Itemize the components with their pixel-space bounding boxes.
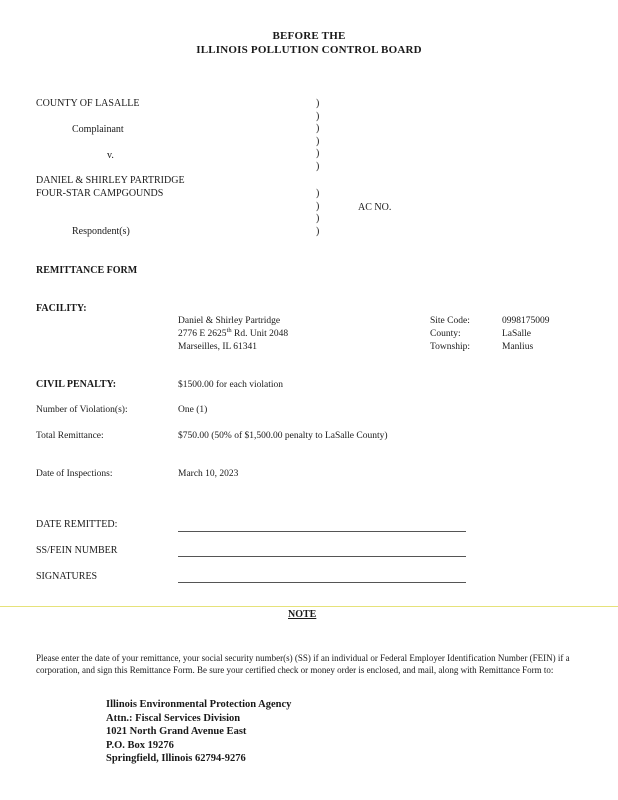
respondent-name-line1: DANIEL & SHIRLEY PARTRIDGE bbox=[36, 175, 185, 186]
paren-mark: ) bbox=[316, 188, 320, 199]
total-remittance-value: $750.00 (50% of $1,500.00 penalty to LaSalle County) bbox=[178, 431, 388, 441]
paren-mark: ) bbox=[316, 225, 320, 237]
inspection-date-label: Date of Inspections: bbox=[36, 469, 113, 479]
ssfein-input-line[interactable] bbox=[178, 556, 466, 557]
header-line-1: BEFORE THE bbox=[272, 30, 346, 42]
paren-mark: ) bbox=[316, 98, 320, 109]
note-title: NOTE bbox=[288, 609, 317, 620]
form-title: REMITTANCE FORM bbox=[36, 265, 138, 276]
mailing-address bbox=[106, 698, 291, 766]
civil-penalty-value: $1500.00 for each violation bbox=[178, 380, 284, 390]
address-line: Springfield, Illinois 62794-9276 bbox=[106, 753, 246, 764]
facility-address-superscript: th bbox=[226, 326, 232, 334]
date-remitted-label: DATE REMITTED: bbox=[36, 519, 118, 530]
violations-label: Number of Violation(s): bbox=[36, 405, 128, 415]
caption-paren-column-bottom bbox=[316, 188, 319, 238]
paren-mark: ) bbox=[316, 110, 320, 122]
violations-value: One (1) bbox=[178, 405, 208, 415]
header-line-2: ILLINOIS POLLUTION CONTROL BOARD bbox=[196, 44, 422, 56]
signatures-label: SIGNATURES bbox=[36, 571, 98, 582]
paren-mark: ) bbox=[316, 160, 320, 172]
date-remitted-input-line[interactable] bbox=[178, 531, 466, 532]
facility-label: FACILITY: bbox=[36, 303, 87, 314]
respondent-role: Respondent(s) bbox=[72, 226, 130, 237]
facility-city: Marseilles, IL 61341 bbox=[178, 342, 258, 352]
section-divider bbox=[0, 606, 618, 607]
complainant-name: COUNTY OF LASALLE bbox=[36, 98, 140, 109]
signatures-input-line[interactable] bbox=[178, 582, 466, 583]
paren-mark: ) bbox=[316, 213, 320, 225]
paren-mark: ) bbox=[316, 200, 320, 212]
facility-address bbox=[178, 326, 289, 339]
ssfein-label: SS/FEIN NUMBER bbox=[36, 545, 118, 556]
civil-penalty-label: CIVIL PENALTY: bbox=[36, 379, 117, 390]
facility-address-road: Rd. Unit 2048 bbox=[231, 329, 289, 339]
address-line: Attn.: Fiscal Services Division bbox=[106, 712, 241, 724]
township-value: Manlius bbox=[502, 342, 534, 352]
inspection-date-value: March 10, 2023 bbox=[178, 469, 239, 479]
paren-mark: ) bbox=[316, 148, 320, 160]
total-remittance-label: Total Remittance: bbox=[36, 431, 104, 441]
caption-paren-column-top bbox=[316, 98, 319, 174]
site-code-label: Site Code: bbox=[430, 316, 470, 326]
note-paragraph: Please enter the date of your remittance, your social security number(s) (SS) if an individual or Federal Employer Identification Number (FEIN) if a corporation, and sign this Remittance Form. Be sure your certified check or money order is enclosed, and mail, along with Remittance Form to: bbox=[36, 653, 570, 675]
site-code-value: 0998175009 bbox=[502, 316, 550, 326]
county-label: County: bbox=[430, 329, 461, 339]
address-line: 1021 North Grand Avenue East bbox=[106, 726, 247, 737]
township-label: Township: bbox=[430, 342, 470, 352]
paren-mark: ) bbox=[316, 135, 320, 147]
paren-mark: ) bbox=[316, 123, 320, 135]
address-line: P.O. Box 19276 bbox=[106, 739, 174, 751]
county-value: LaSalle bbox=[502, 329, 532, 339]
facility-name: Daniel & Shirley Partridge bbox=[178, 316, 281, 326]
complainant-role: Complainant bbox=[72, 124, 124, 135]
respondent-name-line2: FOUR-STAR CAMPGOUNDS bbox=[36, 188, 164, 199]
versus-text: v. bbox=[107, 150, 114, 161]
facility-address-number: 2776 E 2625 bbox=[178, 329, 227, 339]
case-number-label: AC NO. bbox=[358, 202, 392, 213]
address-line: Illinois Environmental Protection Agency bbox=[106, 699, 292, 710]
